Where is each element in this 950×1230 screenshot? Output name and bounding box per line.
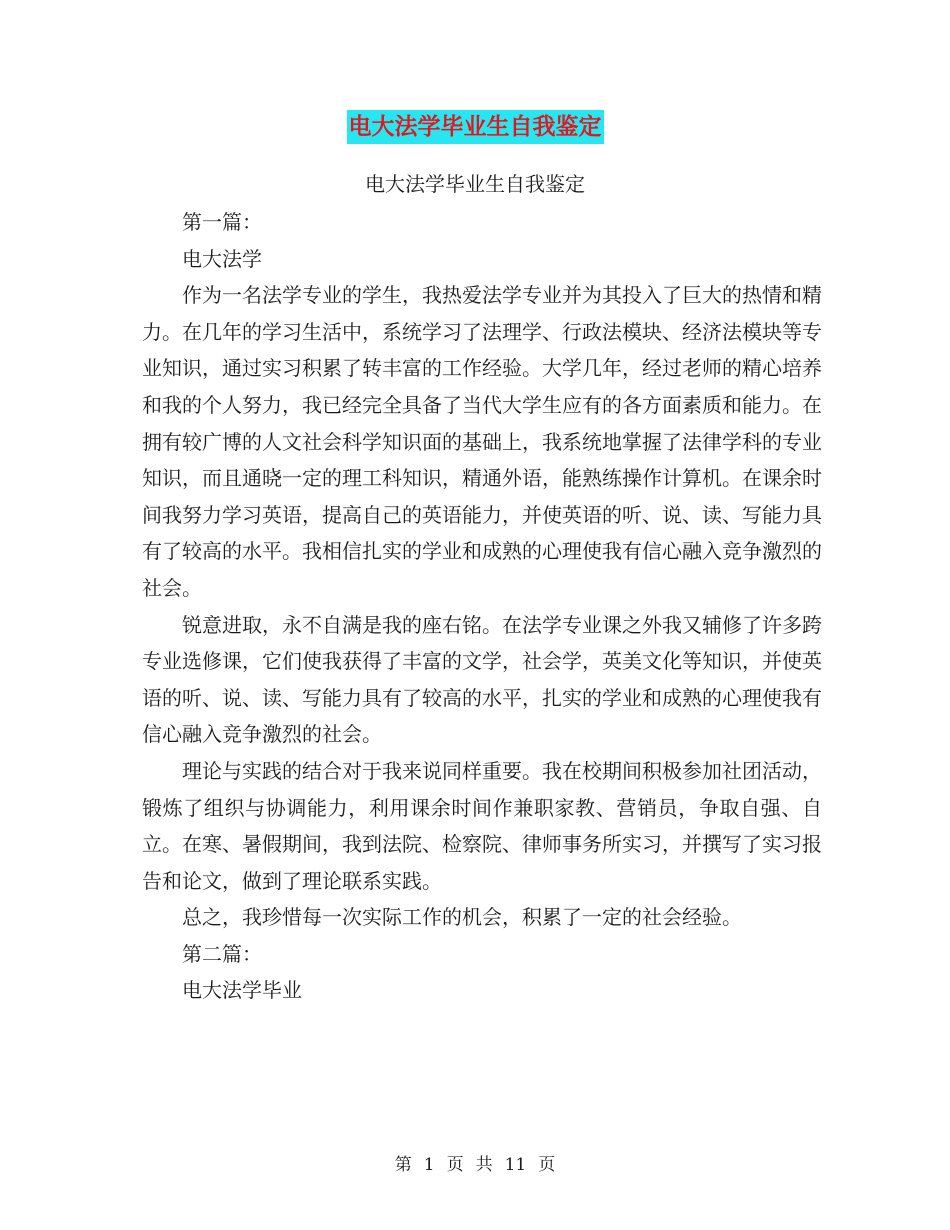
footer-total-word: 共 bbox=[475, 1155, 493, 1175]
document-subtitle: 电大法学毕业生自我鉴定 bbox=[365, 172, 585, 196]
page-footer bbox=[0, 1153, 950, 1177]
footer-page-word: 页 bbox=[446, 1155, 464, 1175]
paragraph: 作为一名法学专业的学生，我热爱法学专业并为其投入了巨大的热情和精力。在几年的学习生活中，系统学习了法理学、行政法模块、经济法模块等专业知识，通过实习积累了转丰富的工作经验。大学几年，经过老师的精心培养和我的个人努力，我已经完全具备了当代大学生应有的各方面素质和能力。在拥有较广博的人文社会科学知识面的基础上，我系统地掌握了法律学科的专业知识，而且通晓一定的理工科知识，精通外语，能熟练操作计算机。在课余时间我努力学习英语，提高自己的英语能力，并使英语的听、说、读、写能力具有了较高的水平。我相信扎实的学业和成熟的心理使我有信心融入竞争激烈的社会。 bbox=[142, 283, 822, 600]
paragraph: 总之，我珍惜每一次实际工作的机会，积累了一定的社会经验。 bbox=[182, 905, 742, 930]
paragraph: 电大法学 bbox=[182, 246, 262, 271]
paragraph: 第一篇： bbox=[182, 210, 262, 234]
paragraph: 第二篇： bbox=[182, 941, 262, 966]
footer-prefix: 第 bbox=[394, 1155, 412, 1175]
paragraph: 锐意进取，永不自满是我的座右铭。在法学专业课之外我又辅修了许多跨专业选修课，它们使我获得了丰富的文学，社会学，英美文化等知识，并使英语的听、说、读、写能力具有了较高的水平，扎实的学业和成熟的心理使我有信心融入竞争激烈的社会。 bbox=[142, 612, 822, 747]
document-body bbox=[142, 204, 822, 1009]
footer-total-pages: 11 bbox=[504, 1155, 527, 1175]
document-title: 电大法学毕业生自我鉴定 bbox=[347, 110, 604, 144]
title-container bbox=[0, 110, 950, 144]
paragraph: 理论与实践的结合对于我来说同样重要。我在校期间积极参加社团活动，锻炼了组织与协调能力，利用课余时间作兼职家教、营销员，争取自强、自立。在寒、暑假期间，我到法院、检察院、律师事务所实习，并撰写了实习报告和论文，做到了理论联系实践。 bbox=[142, 758, 822, 893]
footer-suffix: 页 bbox=[538, 1155, 556, 1175]
paragraph: 电大法学毕业 bbox=[182, 978, 302, 1003]
footer-current-page: 1 bbox=[423, 1155, 435, 1175]
